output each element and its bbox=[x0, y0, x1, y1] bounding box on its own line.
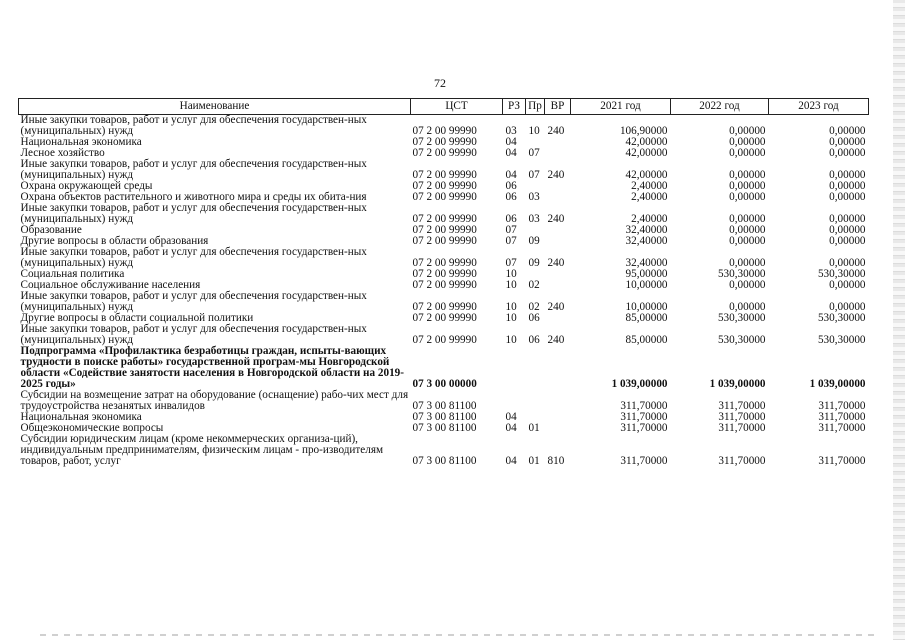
cell-name: Субсидии юридическим лицам (кроме некоммерческих организа-ций), индивидуальным предпринимателям, физическим лицам - про-изводителям товаров, работ, услуг bbox=[20, 433, 384, 467]
cell-name: Национальная экономика bbox=[20, 411, 142, 423]
cell-y2023: 0,00000 bbox=[829, 169, 866, 181]
cell-y2023: 530,30000 bbox=[817, 334, 866, 346]
cell-pr: 02 bbox=[528, 279, 540, 291]
cell-rz: 04 bbox=[505, 147, 517, 159]
cell-name: Иные закупки товаров, работ и услуг для обеспечения государствен-ных (муниципальных) нужд bbox=[20, 246, 367, 269]
cell-y2023: 311,70000 bbox=[818, 400, 866, 412]
cell-cst: 07 2 00 99990 bbox=[412, 301, 477, 313]
cell-rz: 07 bbox=[505, 235, 517, 247]
table-row bbox=[19, 324, 869, 346]
cell-y2022: 530,30000 bbox=[717, 312, 766, 324]
header-2022: 2022 год bbox=[671, 99, 769, 115]
cell-y2021: 106,90000 bbox=[619, 125, 668, 137]
cell-y2021: 311,70000 bbox=[620, 422, 668, 434]
table-row bbox=[19, 115, 869, 138]
cell-vr bbox=[545, 269, 571, 280]
cell-y2021: 32,40000 bbox=[625, 257, 668, 269]
cell-pr: 02 bbox=[528, 301, 540, 313]
cell-y2021: 85,00000 bbox=[625, 312, 668, 324]
cell-cst: 07 2 00 99990 bbox=[412, 268, 477, 280]
cell-name: Иные закупки товаров, работ и услуг для обеспечения государствен-ных (муниципальных) нужд bbox=[20, 114, 367, 137]
cell-vr: 240 bbox=[547, 169, 565, 181]
header-pr: Пр bbox=[526, 99, 545, 115]
cell-vr: 240 bbox=[547, 334, 565, 346]
cell-cst: 07 2 00 99990 bbox=[412, 169, 477, 181]
cell-y2022: 0,00000 bbox=[729, 169, 766, 181]
cell-pr: 10 bbox=[528, 125, 540, 137]
cell-y2023: 0,00000 bbox=[829, 191, 866, 203]
cell-cst: 07 2 00 99990 bbox=[412, 257, 477, 269]
cell-pr: 06 bbox=[528, 312, 540, 324]
table-row bbox=[19, 346, 869, 390]
cell-vr bbox=[545, 313, 571, 324]
cell-cst: 07 2 00 99990 bbox=[412, 125, 477, 137]
cell-y2022: 0,00000 bbox=[729, 125, 766, 137]
cell-pr bbox=[526, 346, 545, 390]
cell-rz: 04 bbox=[505, 455, 517, 467]
cell-pr: 01 bbox=[528, 455, 540, 467]
cell-name: Социальное обслуживание населения bbox=[20, 279, 201, 291]
cell-y2021: 95,00000 bbox=[625, 268, 668, 280]
cell-rz: 10 bbox=[505, 268, 517, 280]
cell-vr bbox=[545, 390, 571, 412]
cell-cst: 07 2 00 99990 bbox=[412, 147, 477, 159]
cell-y2022: 0,00000 bbox=[729, 257, 766, 269]
header-2021: 2021 год bbox=[571, 99, 671, 115]
cell-vr bbox=[545, 137, 571, 148]
cell-rz: 10 bbox=[505, 279, 517, 291]
cell-name: Национальная экономика bbox=[20, 136, 142, 148]
cell-name: Общеэкономические вопросы bbox=[20, 422, 164, 434]
cell-vr bbox=[545, 148, 571, 159]
cell-name: Иные закупки товаров, работ и услуг для обеспечения государствен-ных (муниципальных) нужд bbox=[20, 323, 367, 346]
header-name: Наименование bbox=[19, 99, 411, 115]
cell-y2023: 0,00000 bbox=[829, 213, 866, 225]
cell-name: Другие вопросы в области образования bbox=[20, 235, 209, 247]
cell-vr bbox=[545, 423, 571, 434]
cell-y2022: 0,00000 bbox=[729, 235, 766, 247]
cell-y2023: 311,70000 bbox=[818, 455, 866, 467]
cell-y2022: 0,00000 bbox=[729, 180, 766, 192]
cell-y2021: 32,40000 bbox=[625, 224, 668, 236]
cell-y2022: 0,00000 bbox=[729, 147, 766, 159]
cell-name: Другие вопросы в области социальной политики bbox=[20, 312, 254, 324]
cell-y2022: 311,70000 bbox=[718, 455, 766, 467]
table-header-row bbox=[19, 99, 869, 115]
cell-y2021: 311,70000 bbox=[620, 400, 668, 412]
cell-cst: 07 3 00 81100 bbox=[412, 455, 477, 467]
cell-rz bbox=[503, 390, 526, 412]
cell-rz: 04 bbox=[505, 422, 517, 434]
cell-vr bbox=[545, 412, 571, 423]
cell-name: Субсидии на возмещение затрат на оборудование (оснащение) рабо-чих мест для трудоустройства незанятых инвалидов bbox=[20, 389, 409, 412]
cell-rz: 10 bbox=[505, 312, 517, 324]
cell-name: Социальная политика bbox=[20, 268, 125, 280]
cell-cst: 07 2 00 99990 bbox=[412, 224, 477, 236]
table-body bbox=[19, 115, 869, 468]
cell-rz: 07 bbox=[505, 224, 517, 236]
cell-rz: 06 bbox=[505, 213, 517, 225]
cell-cst: 07 3 00 81100 bbox=[412, 422, 477, 434]
cell-cst: 07 2 00 99990 bbox=[412, 180, 477, 192]
cell-y2022: 530,30000 bbox=[717, 268, 766, 280]
cell-y2021: 42,00000 bbox=[625, 169, 668, 181]
page-number: 72 bbox=[434, 76, 446, 90]
cell-pr: 03 bbox=[528, 213, 540, 225]
cell-y2022: 311,70000 bbox=[718, 411, 766, 423]
cell-cst: 07 3 00 00000 bbox=[412, 378, 477, 390]
cell-y2023: 311,70000 bbox=[818, 422, 866, 434]
cell-name: Лесное хозяйство bbox=[20, 147, 105, 159]
cell-vr bbox=[545, 225, 571, 236]
cell-y2021: 10,00000 bbox=[625, 279, 668, 291]
cell-y2021: 311,70000 bbox=[620, 455, 668, 467]
header-rz: РЗ bbox=[503, 99, 526, 115]
cell-cst: 07 2 00 99990 bbox=[412, 312, 477, 324]
cell-y2021: 85,00000 bbox=[625, 334, 668, 346]
cell-cst: 07 2 00 99990 bbox=[412, 279, 477, 291]
cell-cst: 07 3 00 81100 bbox=[412, 400, 477, 412]
table-row bbox=[19, 203, 869, 225]
cell-y2022: 1 039,00000 bbox=[709, 378, 766, 390]
cell-y2021: 32,40000 bbox=[625, 235, 668, 247]
budget-table bbox=[18, 98, 869, 467]
cell-y2023: 1 039,00000 bbox=[809, 378, 866, 390]
cell-rz bbox=[503, 346, 526, 390]
cell-cst: 07 2 00 99990 bbox=[412, 213, 477, 225]
cell-y2023: 0,00000 bbox=[829, 180, 866, 192]
cell-y2022: 0,00000 bbox=[729, 191, 766, 203]
cell-y2022: 0,00000 bbox=[729, 213, 766, 225]
cell-vr: 240 bbox=[547, 257, 565, 269]
cell-rz: 10 bbox=[505, 301, 517, 313]
cell-rz: 04 bbox=[505, 169, 517, 181]
cell-y2021: 2,40000 bbox=[631, 180, 668, 192]
cell-pr bbox=[526, 390, 545, 412]
cell-y2022: 0,00000 bbox=[729, 279, 766, 291]
cell-y2021: 311,70000 bbox=[620, 411, 668, 423]
cell-y2021: 10,00000 bbox=[625, 301, 668, 313]
cell-vr: 240 bbox=[547, 125, 565, 137]
cell-y2022: 530,30000 bbox=[717, 334, 766, 346]
table-row bbox=[19, 434, 869, 467]
cell-vr bbox=[545, 181, 571, 192]
cell-y2023: 0,00000 bbox=[829, 235, 866, 247]
cell-vr bbox=[545, 280, 571, 291]
cell-y2023: 0,00000 bbox=[829, 147, 866, 159]
cell-y2023: 0,00000 bbox=[829, 224, 866, 236]
cell-pr: 09 bbox=[528, 257, 540, 269]
cell-y2021: 42,00000 bbox=[625, 147, 668, 159]
cell-y2022: 0,00000 bbox=[729, 301, 766, 313]
cell-name: Образование bbox=[20, 224, 82, 236]
cell-y2023: 530,30000 bbox=[817, 312, 866, 324]
scan-edge-artifact bbox=[893, 0, 905, 640]
header-2023: 2023 год bbox=[769, 99, 869, 115]
cell-pr: 07 bbox=[528, 147, 540, 159]
cell-pr: 01 bbox=[528, 422, 540, 434]
header-cst: ЦСТ bbox=[411, 99, 503, 115]
cell-y2022: 0,00000 bbox=[729, 136, 766, 148]
cell-rz: 03 bbox=[505, 125, 517, 137]
cell-name: Подпрограмма «Профилактика безработицы граждан, испыты-вающих трудности в поиске работы» государственной програм-мы Новгородской области «Содействие занятости населения в Новгородской области на 2019-2025 годы» bbox=[20, 345, 404, 390]
cell-y2023: 0,00000 bbox=[829, 125, 866, 137]
cell-y2023: 311,70000 bbox=[818, 411, 866, 423]
cell-y2023: 0,00000 bbox=[829, 301, 866, 313]
table-row bbox=[19, 247, 869, 269]
cell-name: Иные закупки товаров, работ и услуг для обеспечения государствен-ных (муниципальных) нужд bbox=[20, 158, 367, 181]
cell-y2023: 0,00000 bbox=[829, 136, 866, 148]
cell-y2022: 311,70000 bbox=[718, 422, 766, 434]
cell-y2023: 0,00000 bbox=[829, 257, 866, 269]
cell-name: Охрана окружающей среды bbox=[20, 180, 153, 192]
cell-cst: 07 2 00 99990 bbox=[412, 235, 477, 247]
cell-pr: 07 bbox=[528, 169, 540, 181]
cell-cst: 07 2 00 99990 bbox=[412, 334, 477, 346]
table-row bbox=[19, 390, 869, 412]
cell-cst: 07 2 00 99990 bbox=[412, 136, 477, 148]
cell-y2023: 530,30000 bbox=[817, 268, 866, 280]
cell-rz: 06 bbox=[505, 180, 517, 192]
cell-vr bbox=[545, 346, 571, 390]
cell-y2021: 1 039,00000 bbox=[611, 378, 668, 390]
cell-pr: 03 bbox=[528, 191, 540, 203]
cell-vr bbox=[545, 192, 571, 203]
cell-cst: 07 3 00 81100 bbox=[412, 411, 477, 423]
header-vr: ВР bbox=[545, 99, 571, 115]
table-row bbox=[19, 159, 869, 181]
cell-y2021: 42,00000 bbox=[625, 136, 668, 148]
cell-name: Иные закупки товаров, работ и услуг для обеспечения государствен-ных (муниципальных) нужд bbox=[20, 290, 367, 313]
table-row bbox=[19, 291, 869, 313]
cell-y2023: 0,00000 bbox=[829, 279, 866, 291]
cell-y2022: 0,00000 bbox=[729, 224, 766, 236]
cell-name: Охрана объектов растительного и животного мира и среды их обита-ния bbox=[20, 191, 367, 203]
cell-vr bbox=[545, 236, 571, 247]
cell-vr: 240 bbox=[547, 301, 565, 313]
cell-rz: 04 bbox=[505, 411, 517, 423]
cell-vr: 240 bbox=[547, 213, 565, 225]
cell-pr: 09 bbox=[528, 235, 540, 247]
cell-rz: 10 bbox=[505, 334, 517, 346]
scan-bottom-artifact bbox=[40, 634, 880, 636]
cell-rz: 04 bbox=[505, 136, 517, 148]
cell-y2021: 2,40000 bbox=[631, 213, 668, 225]
cell-cst: 07 2 00 99990 bbox=[412, 191, 477, 203]
cell-vr: 810 bbox=[547, 455, 565, 467]
cell-pr: 06 bbox=[528, 334, 540, 346]
cell-y2022: 311,70000 bbox=[718, 400, 766, 412]
cell-rz: 07 bbox=[505, 257, 517, 269]
cell-y2021: 2,40000 bbox=[631, 191, 668, 203]
cell-name: Иные закупки товаров, работ и услуг для обеспечения государствен-ных (муниципальных) нужд bbox=[20, 202, 367, 225]
cell-rz: 06 bbox=[505, 191, 517, 203]
